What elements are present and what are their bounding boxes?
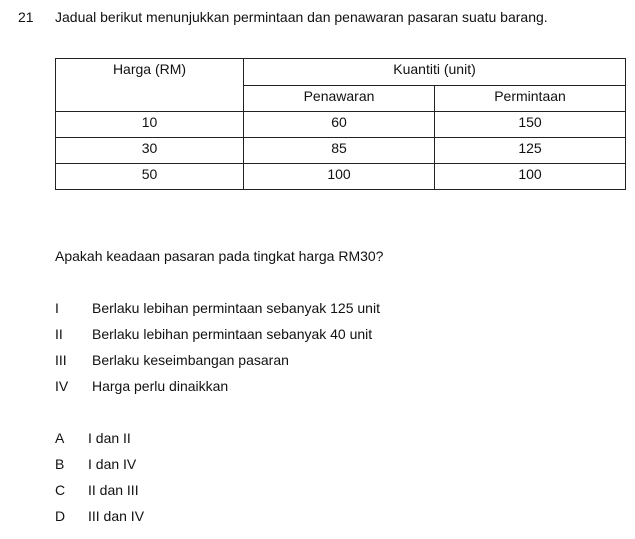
demand-cell: 125 bbox=[435, 138, 626, 164]
option-text: III dan IV bbox=[88, 508, 145, 524]
table-header-row bbox=[56, 59, 626, 86]
statement-item bbox=[55, 352, 289, 368]
option-letter: A bbox=[55, 430, 65, 446]
statement-number: III bbox=[55, 352, 67, 368]
statement-text: Berlaku lebihan permintaan sebanyak 125 unit bbox=[92, 300, 380, 316]
demand-cell: 150 bbox=[435, 112, 626, 138]
statement-number: IV bbox=[55, 378, 69, 394]
option-text: II dan III bbox=[88, 482, 139, 498]
statement-item bbox=[55, 300, 380, 316]
statement-text: Berlaku keseimbangan pasaran bbox=[92, 352, 289, 368]
option-text: I dan II bbox=[88, 430, 131, 446]
market-table bbox=[55, 58, 626, 190]
option-d[interactable] bbox=[55, 508, 144, 524]
statement-text: Harga perlu dinaikkan bbox=[92, 378, 229, 394]
question-stem: Jadual berikut menunjukkan permintaan dan penawaran pasaran suatu barang. bbox=[55, 9, 548, 25]
question-number: 21 bbox=[18, 9, 34, 25]
supply-cell: 60 bbox=[244, 112, 435, 138]
table-row bbox=[56, 112, 626, 138]
question-prompt: Apakah keadaan pasaran pada tingkat harga RM30? bbox=[55, 248, 384, 264]
demand-cell: 100 bbox=[435, 164, 626, 190]
statement-item bbox=[55, 326, 372, 342]
supply-cell: 100 bbox=[244, 164, 435, 190]
supply-cell: 85 bbox=[244, 138, 435, 164]
option-letter: B bbox=[55, 456, 65, 472]
header-price: Harga (RM) bbox=[56, 59, 244, 112]
statement-number: I bbox=[55, 300, 59, 316]
option-letter: D bbox=[55, 508, 66, 524]
header-supply: Penawaran bbox=[244, 85, 435, 112]
option-c[interactable] bbox=[55, 482, 139, 498]
option-text: I dan IV bbox=[88, 456, 137, 472]
option-a[interactable] bbox=[55, 430, 131, 446]
header-quantity: Kuantiti (unit) bbox=[244, 59, 626, 86]
price-cell: 10 bbox=[56, 112, 244, 138]
statement-item bbox=[55, 378, 228, 394]
price-cell: 50 bbox=[56, 164, 244, 190]
price-cell: 30 bbox=[56, 138, 244, 164]
table-row bbox=[56, 138, 626, 164]
header-demand: Permintaan bbox=[435, 85, 626, 112]
option-letter: C bbox=[55, 482, 66, 498]
option-b[interactable] bbox=[55, 456, 136, 472]
table-row bbox=[56, 164, 626, 190]
statement-number: II bbox=[55, 326, 63, 342]
statement-text: Berlaku lebihan permintaan sebanyak 40 unit bbox=[92, 326, 373, 342]
